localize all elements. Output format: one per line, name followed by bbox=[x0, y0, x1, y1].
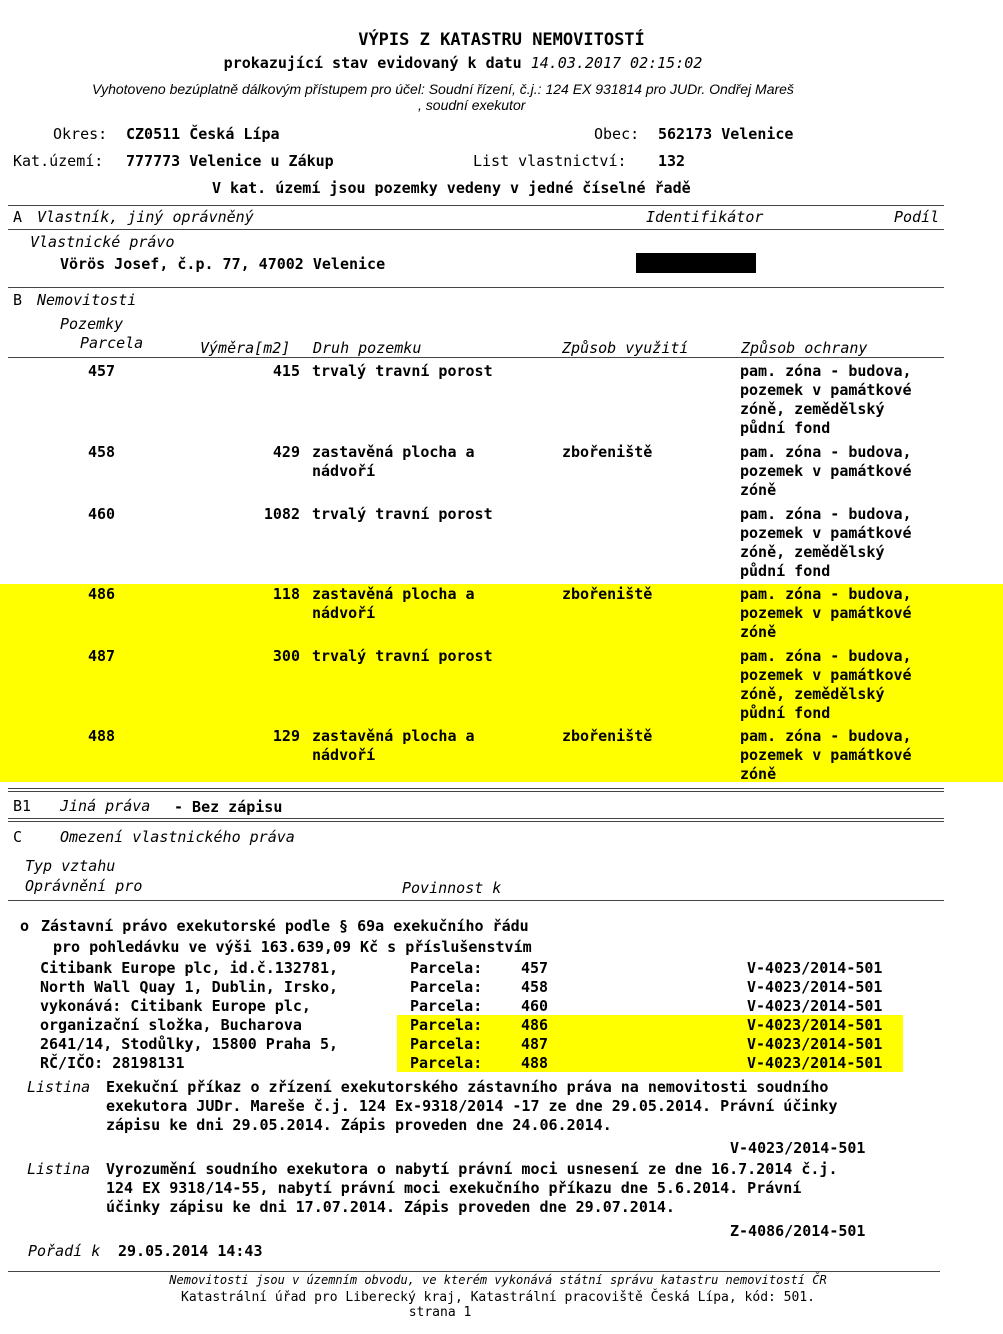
document-title: VÝPIS Z KATASTRU NEMOVITOSTÍ bbox=[358, 30, 645, 50]
typ-vztahu-label: Typ vztahu bbox=[25, 857, 116, 875]
cadastral-note: V kat. území jsou pozemky vedeny v jedné číselné řadě bbox=[212, 179, 691, 197]
parcel-reference: V-4023/2014-501 bbox=[747, 1054, 883, 1072]
section-a-letter: A bbox=[13, 208, 23, 226]
parcel-number: 488 bbox=[521, 1054, 549, 1072]
parcel-label: Parcela: bbox=[410, 997, 483, 1015]
col-zpusob-vyuziti: Způsob využití bbox=[562, 339, 689, 357]
parcel-protection: pam. zóna - budova, pozemek v památkové zóně, zemědělský půdní fond bbox=[740, 505, 912, 580]
col-zpusob-ochrany: Způsob ochrany bbox=[741, 339, 868, 357]
section-c-letter: C bbox=[13, 828, 23, 846]
vlastnicke-pravo-label: Vlastnické právo bbox=[30, 233, 175, 251]
obec-label: Obec: bbox=[594, 125, 640, 143]
parcel-area: 1082 bbox=[263, 505, 300, 523]
parcel-area: 429 bbox=[272, 443, 300, 461]
double-divider bbox=[8, 788, 944, 792]
parcel-protection: pam. zóna - budova, pozemek v památkové zóně, zemědělský půdní fond bbox=[740, 362, 912, 437]
parcel-label: Parcela: bbox=[410, 1054, 483, 1072]
document-subtitle bbox=[0, 54, 926, 72]
purpose-line-2: , soudní exekutor bbox=[418, 97, 526, 113]
col-identifikator: Identifikátor bbox=[646, 208, 764, 226]
parcel-number: 486 bbox=[521, 1016, 549, 1034]
footer-line-1: Nemovitosti jsou v územním obvodu, ve kterém vykonává státní správu katastru nemovitostí ČR bbox=[169, 1273, 827, 1287]
section-b-title: Nemovitosti bbox=[37, 291, 137, 309]
parcel-area: 300 bbox=[272, 647, 300, 665]
divider bbox=[8, 229, 944, 230]
listina-reference: Z-4086/2014-501 bbox=[730, 1222, 866, 1240]
double-divider bbox=[8, 818, 944, 822]
parcel-type: trvalý travní porost bbox=[312, 362, 493, 380]
katuzemi-value: 777773 Velenice u Zákup bbox=[126, 152, 334, 170]
parcel-type: trvalý travní porost bbox=[312, 505, 493, 523]
listina-label: Listina bbox=[27, 1160, 91, 1178]
parcel-reference: V-4023/2014-501 bbox=[747, 1016, 883, 1034]
parcel-label: Parcela: bbox=[410, 1035, 483, 1053]
parcel-type: zastavěná plocha a nádvoří bbox=[312, 727, 475, 764]
subtitle-prefix: prokazující stav evidovaný k datu bbox=[223, 54, 522, 72]
divider bbox=[8, 357, 944, 358]
parcel-number: 487 bbox=[88, 647, 116, 665]
parcel-protection: pam. zóna - budova, pozemek v památkové zóně, zemědělský půdní fond bbox=[740, 647, 912, 722]
parcel-reference: V-4023/2014-501 bbox=[747, 997, 883, 1015]
listina-label: Listina bbox=[27, 1078, 91, 1096]
col-vymera: Výměra[m2] bbox=[200, 339, 291, 357]
parcel-reference: V-4023/2014-501 bbox=[747, 978, 883, 996]
listina-text: Exekuční příkaz o zřízení exekutorského zástavního práva na nemovitosti soudního exekutora JUDr. Mareše č.j. 124 Ex-9318/2014 -17 ze dne 29.05.2014. Právní účinky zápisu ke dni 29.05.2014. Zápis proveden dne 24.06.2014. bbox=[106, 1078, 838, 1134]
list-vlastnictvi-label: List vlastnictví: bbox=[473, 152, 627, 170]
katuzemi-label: Kat.území: bbox=[13, 152, 104, 170]
parcel-usage: zbořeniště bbox=[562, 585, 653, 603]
section-b1-title: Jiná práva bbox=[60, 797, 151, 815]
section-b-letter: B bbox=[13, 291, 23, 309]
parcel-number: 486 bbox=[88, 585, 116, 603]
section-c-title: Omezení vlastnického práva bbox=[60, 828, 295, 846]
parcel-reference: V-4023/2014-501 bbox=[747, 959, 883, 977]
owner-name: Vörös Josef, č.p. 77, 47002 Velenice bbox=[60, 255, 386, 273]
lien-title: Zástavní právo exekutorské podle § 69a exekučního řádu bbox=[41, 917, 529, 935]
parcel-area: 129 bbox=[272, 727, 300, 745]
parcel-type: zastavěná plocha a nádvoří bbox=[312, 443, 475, 480]
parcel-usage: zbořeniště bbox=[562, 727, 653, 745]
parcel-number: 460 bbox=[521, 997, 549, 1015]
col-druh-pozemku: Druh pozemku bbox=[313, 339, 422, 357]
parcel-number: 457 bbox=[521, 959, 549, 977]
col-parcela: Parcela bbox=[80, 334, 144, 352]
parcel-label: Parcela: bbox=[410, 1016, 483, 1034]
section-b1-letter: B1 bbox=[13, 797, 32, 815]
page-number: strana 1 bbox=[408, 1305, 472, 1320]
parcel-number: 460 bbox=[88, 505, 116, 523]
divider bbox=[8, 287, 944, 288]
parcel-label: Parcela: bbox=[410, 959, 483, 977]
parcel-area: 118 bbox=[272, 585, 300, 603]
pozemky-label: Pozemky bbox=[60, 315, 124, 333]
divider bbox=[8, 900, 944, 901]
listina-reference: V-4023/2014-501 bbox=[730, 1139, 866, 1157]
list-vlastnictvi-value: 132 bbox=[658, 152, 686, 170]
footer-divider bbox=[8, 1271, 940, 1272]
okres-value: CZ0511 Česká Lípa bbox=[126, 125, 280, 143]
footer-line-2: Katastrální úřad pro Liberecký kraj, Katastrální pracoviště Česká Lípa, kód: 501. bbox=[181, 1290, 815, 1305]
okres-label: Okres: bbox=[53, 125, 108, 143]
divider bbox=[8, 205, 944, 206]
section-a-title: Vlastník, jiný oprávněný bbox=[37, 208, 254, 226]
parcel-number: 458 bbox=[88, 443, 116, 461]
parcel-reference: V-4023/2014-501 bbox=[747, 1035, 883, 1053]
parcel-number: 458 bbox=[521, 978, 549, 996]
redacted-identifier bbox=[636, 253, 756, 273]
subtitle-date: 14.03.2017 02:15:02 bbox=[530, 54, 703, 72]
creditor-details: Citibank Europe plc, id.č.132781, North Wall Quay 1, Dublin, Irsko, vykonává: Citibank Europe plc, organizační složka, Bucharova 2641/14, Stodůlky, 15800 Praha 5, RČ/IČO: 28198131 bbox=[40, 959, 339, 1072]
parcel-number: 457 bbox=[88, 362, 116, 380]
parcel-number: 487 bbox=[521, 1035, 549, 1053]
poradi-value: 29.05.2014 14:43 bbox=[118, 1242, 263, 1260]
poradi-label: Pořadí k bbox=[28, 1242, 101, 1260]
parcel-protection: pam. zóna - budova, pozemek v památkové zóně bbox=[740, 443, 912, 499]
opravneni-pro-label: Oprávnění pro bbox=[25, 877, 143, 895]
lien-claim: pro pohledávku ve výši 163.639,09 Kč s příslušenstvím bbox=[53, 938, 532, 956]
listina-text: Vyrozumění soudního exekutora o nabytí právní moci usnesení ze dne 16.7.2014 č.j. 124 EX 9318/14-55, nabytí právní moci exekučního příkazu dne 5.6.2014. Právní účinky zápisu ke dni 17.07.2014. Zápis proveden dne 29.07.2014. bbox=[106, 1160, 838, 1216]
obec-value: 562173 Velenice bbox=[658, 125, 794, 143]
parcel-number: 488 bbox=[88, 727, 116, 745]
parcel-type: zastavěná plocha a nádvoří bbox=[312, 585, 475, 622]
parcel-usage: zbořeniště bbox=[562, 443, 653, 461]
parcel-area: 415 bbox=[272, 362, 300, 380]
section-b1-value: - Bez zápisu bbox=[174, 798, 283, 816]
bullet-icon: o bbox=[20, 917, 30, 935]
parcel-protection: pam. zóna - budova, pozemek v památkové zóně bbox=[740, 585, 912, 641]
purpose-line-1: Vyhotoveno bezúplatně dálkovým přístupem pro účel: Soudní řízení, č.j.: 124 EX 931814 pro JUDr. Ondřej Mareš bbox=[92, 81, 794, 97]
col-podil: Podíl bbox=[894, 208, 940, 226]
parcel-label: Parcela: bbox=[410, 978, 483, 996]
parcel-protection: pam. zóna - budova, pozemek v památkové zóně bbox=[740, 727, 912, 783]
parcel-type: trvalý travní porost bbox=[312, 647, 493, 665]
povinnost-k-label: Povinnost k bbox=[402, 879, 502, 897]
